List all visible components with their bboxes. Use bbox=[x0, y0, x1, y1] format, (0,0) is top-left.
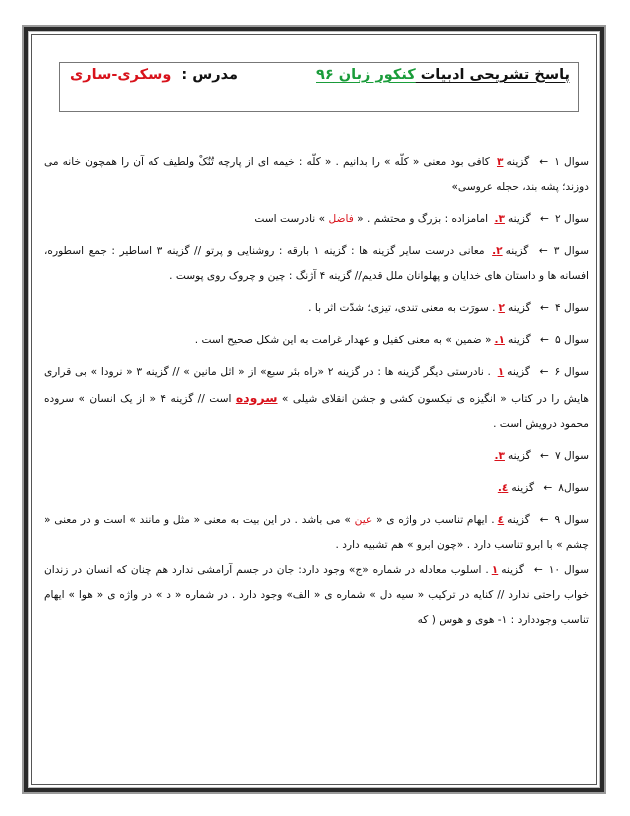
teacher-label: مدرس : bbox=[181, 67, 238, 83]
explanation-text: کافی بود معنی « کلّه » را بدانیم . « کلّه : خیمه ای از پارچه تُنُکْ ولطیف که آن را همچون خانه می دوزند؛ پشه بند، حجله عروسی» bbox=[44, 156, 589, 193]
explanation-text: . ایهام تناسب در واژه ی « bbox=[372, 514, 495, 526]
option-prefix: گزینه bbox=[507, 302, 531, 314]
highlighted-word: سروده bbox=[235, 390, 278, 405]
answer-item-5 bbox=[44, 328, 589, 353]
question-label: سوال ۳ bbox=[553, 245, 589, 257]
arrow-icon: ← bbox=[540, 334, 549, 346]
option-prefix: گزینه bbox=[507, 213, 531, 225]
arrow-icon: ← bbox=[540, 450, 549, 462]
question-label: سوال ۷ bbox=[554, 450, 589, 462]
question-label: سوال ۱ bbox=[554, 156, 590, 168]
document-title bbox=[316, 67, 570, 83]
option-prefix: گزینه bbox=[506, 156, 530, 168]
explanation-text: » می باشد . در این بیت به معنی « مثل و مانند » است و در معنی « چشم » با ابرو تناسب دارد . «چون ابرو » هم تشبیه دارد . bbox=[44, 514, 589, 551]
option-prefix: گزینه bbox=[507, 450, 531, 462]
question-label: سوال ۵ bbox=[554, 334, 589, 346]
arrow-icon: ← bbox=[540, 302, 549, 314]
explanation-text: . اسلوب معادله در شماره «ج» وجود دارد: جان در جسم آرامشی ندارد هم چنان که انسان در زندان خواب راحتی ندارد // کنایه در ترکیب « سیه دل » شماره ی « الف» وجود دارد . در شماره « د » در واژه ی « هوا » ایهام تناسب وجوددارد : ۱- هوی و هوس ( که bbox=[44, 564, 589, 626]
question-label: سوال ۶ bbox=[554, 366, 590, 378]
answer-item-9 bbox=[44, 508, 589, 558]
document-header bbox=[59, 62, 579, 112]
arrow-icon: ← bbox=[540, 213, 549, 225]
answer-item-3 bbox=[44, 239, 589, 289]
option-prefix: گزینه bbox=[511, 482, 535, 494]
teacher-name: وسکری-ساری bbox=[70, 67, 172, 83]
arrow-icon: ← bbox=[539, 366, 549, 378]
title-prefix: پاسخ تشریحی ادبیات bbox=[415, 67, 570, 83]
question-label: سوال ۹ bbox=[554, 514, 589, 526]
highlighted-word: فاضل bbox=[328, 213, 354, 225]
arrow-icon: ← bbox=[538, 245, 548, 257]
correct-option: ۳. bbox=[494, 213, 505, 225]
explanation-text: است // گزینه ۴ « از یک انسان » سروده محمود درویش است . bbox=[44, 393, 589, 430]
answer-item-8 bbox=[44, 476, 589, 501]
teacher-info bbox=[70, 67, 238, 83]
answer-item-10 bbox=[44, 558, 589, 633]
answer-item-6 bbox=[44, 360, 589, 437]
correct-option: ۳. bbox=[494, 450, 505, 462]
arrow-icon: ← bbox=[543, 482, 553, 494]
correct-option: ۱ bbox=[491, 564, 499, 576]
explanation-text: . سورَت به معنی تندی، تیزی؛ شدّت اثر با . bbox=[308, 302, 496, 314]
explanation-text: . نادرستی دیگر گزینه ها : در گزینه ۲ «راه بئر سبع» از « اثل مانین » // گزینه ۳ « نرودا » بی قراری هایش را در کتاب « انگیزه ی نیکسون کشی و جشن انقلای شیلی » bbox=[44, 366, 589, 405]
question-label: سوال ۲ bbox=[554, 213, 589, 225]
correct-option: ۲ bbox=[498, 302, 505, 314]
title-highlight: کنکور زبان ۹۶ bbox=[316, 67, 416, 83]
highlighted-word: عین bbox=[354, 514, 373, 526]
arrow-icon: ← bbox=[539, 514, 549, 526]
explanation-text: امامزاده : بزرگ و محتشم . « bbox=[353, 213, 492, 225]
explanation-text: معانی درست سایر گزینه ها : گزینه ۱ بارقه : روشنایی و پرتو // گزینه ۳ اساطیر : جمع اسطوره، افسانه ها و داستان های خدایان و پهلوانان ملل قدیم// گزینه ۴ آژنگ : چین و چروک روی پوست . bbox=[44, 245, 589, 282]
question-label: سوال۸ bbox=[558, 482, 589, 494]
arrow-icon: ← bbox=[539, 156, 549, 168]
explanation-text: » نادرست است bbox=[254, 213, 329, 225]
correct-option: ۱ bbox=[497, 366, 505, 378]
correct-option: ٤ bbox=[497, 514, 505, 526]
answer-item-1 bbox=[44, 150, 589, 200]
correct-option: ۲. bbox=[492, 245, 503, 257]
option-prefix: گزینه bbox=[507, 366, 530, 378]
option-prefix: گزینه bbox=[507, 514, 530, 526]
arrow-icon: ← bbox=[533, 564, 543, 576]
correct-option: ۱. bbox=[494, 334, 505, 346]
correct-option: ۳ bbox=[496, 156, 504, 168]
question-label: سوال ۱۰ bbox=[548, 564, 589, 576]
correct-option: ٤. bbox=[497, 482, 509, 494]
question-label: سوال ۴ bbox=[554, 302, 589, 314]
explanation-text: « ضمین » به معنی کفیل و عهدار غرامت به این شکل صحیح است . bbox=[194, 334, 492, 346]
answer-item-4 bbox=[44, 296, 589, 321]
answer-item-2 bbox=[44, 207, 589, 232]
answer-item-7 bbox=[44, 444, 589, 469]
option-prefix: گزینه bbox=[507, 334, 531, 346]
option-prefix: گزینه bbox=[501, 564, 524, 576]
option-prefix: گزینه bbox=[505, 245, 529, 257]
answers-body bbox=[44, 150, 589, 640]
